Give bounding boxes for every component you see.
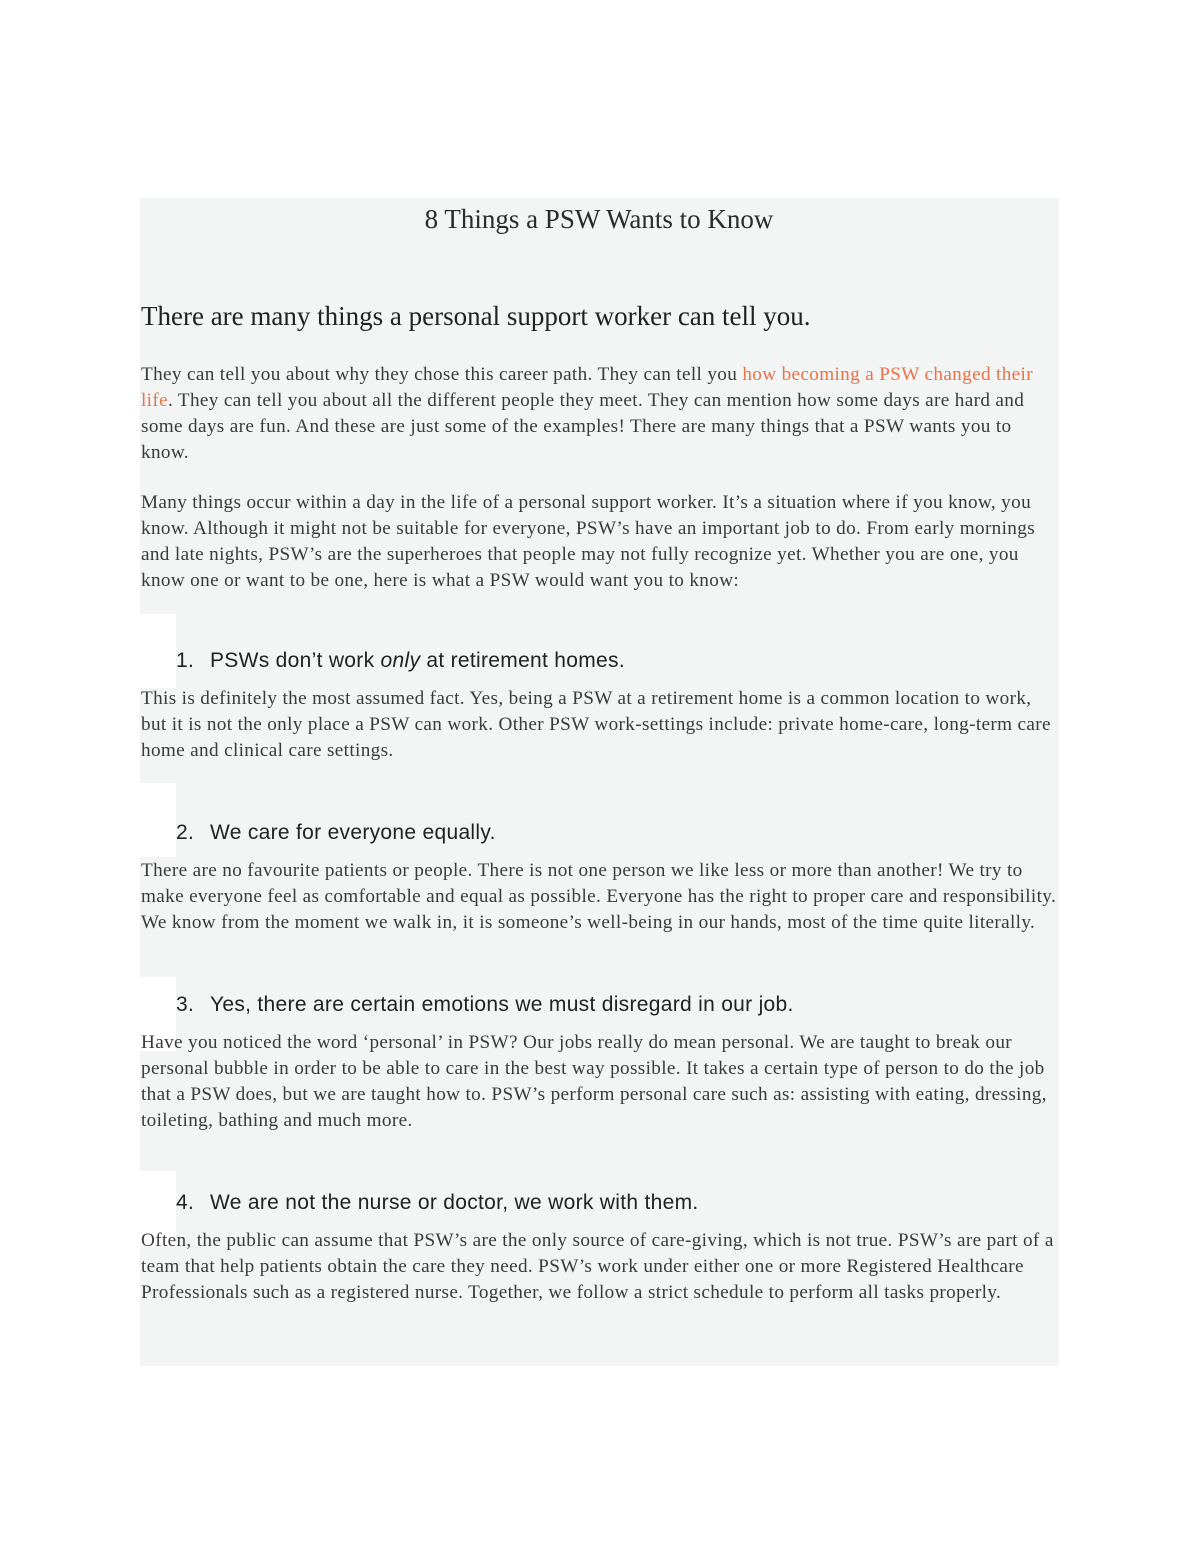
item-body-1: This is definitely the most assumed fact. Yes, being a PSW at a retirement home is a common location to work, but it is not the only place a PSW can work. Other PSW work-settings include: private home-care, long-term care home and clinical care settings. (141, 688, 1051, 761)
heading-text: We are not the nurse or doctor, we work with them. (210, 1191, 699, 1214)
heading-emphasis: only (380, 649, 421, 672)
subtitle: There are many things a personal support worker can tell you. (141, 301, 811, 331)
item-body-4: Often, the public can assume that PSW’s are the only source of care-giving, which is not true. PSW’s are part of a team that help patients obtain the care they need. PSW’s work under either one or more Registered Healthcare Professionals such as a registered nurse. Together, we follow a strict schedule to perform all tasks properly. (141, 1230, 1054, 1303)
item-heading-4 (141, 1190, 1057, 1216)
item-number: 1. (176, 649, 195, 672)
intro-paragraph-1 (141, 362, 1057, 466)
heading-text: at retirement homes. (420, 649, 625, 672)
psw-life-link[interactable]: how becoming a PSW changed their life (141, 364, 1033, 411)
item-heading-1 (141, 648, 1057, 674)
page-title: 8 Things a PSW Wants to Know (424, 204, 774, 234)
heading-text: Yes, there are certain emotions we must disregard in our job. (210, 993, 794, 1016)
item-body-2: There are no favourite patients or people. There is not one person we like less or more than another! We try to make everyone feel as comfortable and equal as possible. Everyone has the right to proper care and responsibility. We know from the moment we walk in, it is someone’s well-being in our hands, most of the time quite literally. (141, 860, 1057, 933)
item-heading-3 (141, 992, 1057, 1018)
heading-text: PSWs don’t work (210, 649, 381, 672)
item-heading-2 (141, 820, 1057, 846)
item-number: 2. (176, 821, 195, 844)
item-number: 4. (176, 1191, 195, 1214)
heading-text: We care for everyone equally. (210, 821, 496, 844)
intro-text: They can tell you about why they chose this career path. They can tell you (141, 364, 743, 385)
document-body (141, 198, 1057, 1306)
item-body-3: Have you noticed the word ‘personal’ in PSW? Our jobs really do mean personal. We are taught to break our personal bubble in order to be able to care in the best way possible. It takes a certain type of person to do the job that a PSW does, but we are taught how to. PSW’s perform personal care such as: assisting with eating, dressing, toileting, bathing and much more. (141, 1032, 1047, 1131)
item-number: 3. (176, 993, 195, 1016)
intro-paragraph-2: Many things occur within a day in the life of a personal support worker. It’s a situation where if you know, you know. Although it might not be suitable for everyone, PSW’s have an important job to do. From early mornings and late nights, PSW’s are the superheroes that people may not fully recognize yet. Whether you are one, you know one or want to be one, here is what a PSW would want you to know: (141, 492, 1036, 591)
intro-text: . They can tell you about all the different people they meet. They can mention how some days are hard and some days are fun. And these are just some of the examples! There are many things that a PSW wants you to know. (141, 390, 1025, 463)
